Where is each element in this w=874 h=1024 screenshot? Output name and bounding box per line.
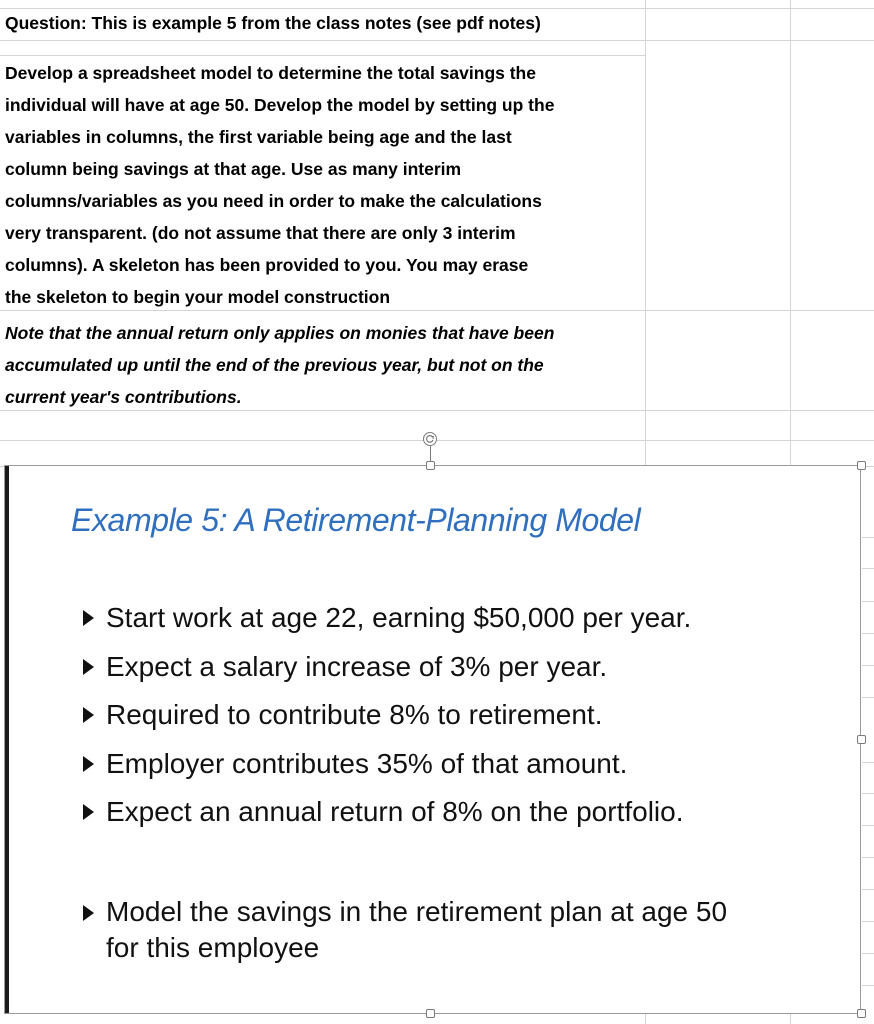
triangle-bullet-icon bbox=[83, 659, 94, 675]
bullet-text: Expect an annual return of 8% on the portfolio. bbox=[106, 796, 684, 827]
question-cell[interactable] bbox=[5, 12, 645, 34]
bullet-text: Required to contribute 8% to retirement. bbox=[106, 699, 603, 730]
slide-final-bullet bbox=[83, 894, 846, 966]
instructions-line: columns/variables as you need in order to make the calculations bbox=[5, 191, 542, 211]
instructions-cell[interactable] bbox=[5, 57, 645, 313]
triangle-bullet-icon bbox=[83, 756, 94, 772]
row-divider bbox=[862, 568, 874, 569]
triangle-bullet-icon bbox=[83, 905, 94, 921]
row-divider bbox=[862, 793, 874, 794]
resize-handle-bottom-right[interactable] bbox=[857, 1009, 866, 1018]
triangle-bullet-icon bbox=[83, 707, 94, 723]
note-line: accumulated up until the end of the previous year, but not on the bbox=[5, 355, 544, 375]
embedded-slide-picture[interactable] bbox=[4, 465, 861, 1014]
bullet-text: Expect a salary increase of 3% per year. bbox=[106, 650, 608, 682]
instructions-line: columns). A skeleton has been provided to you. You may erase bbox=[5, 255, 529, 275]
final-bullet-line: for this employee bbox=[106, 932, 320, 963]
question-text: Question: This is example 5 from the class notes (see pdf notes) bbox=[5, 13, 541, 33]
resize-handle-top[interactable] bbox=[426, 461, 435, 470]
row-divider bbox=[0, 8, 874, 9]
slide-bullet bbox=[83, 740, 691, 789]
slide-bullet-list bbox=[83, 594, 691, 837]
instructions-line: individual will have at age 50. Develop the model by setting up the bbox=[5, 95, 555, 115]
slide-bullet bbox=[83, 788, 691, 837]
row-divider bbox=[862, 697, 874, 698]
bullet-text: Start work at age 22, earning $50,000 per year. bbox=[106, 602, 692, 633]
row-divider bbox=[862, 921, 874, 922]
row-divider bbox=[862, 889, 874, 890]
slide-bullet bbox=[83, 643, 691, 692]
row-divider bbox=[862, 825, 874, 826]
row-divider bbox=[862, 985, 874, 986]
slide-bullet bbox=[83, 594, 691, 643]
resize-handle-bottom[interactable] bbox=[426, 1009, 435, 1018]
row-divider bbox=[862, 857, 874, 858]
row-divider bbox=[862, 762, 874, 763]
instructions-line: very transparent. (do not assume that there are only 3 interim bbox=[5, 223, 516, 243]
instructions-line: column being savings at that age. Use as many interim bbox=[5, 159, 462, 179]
triangle-bullet-icon bbox=[83, 610, 94, 626]
row-divider bbox=[862, 953, 874, 954]
instructions-line: variables in columns, the first variable being age and the last bbox=[5, 127, 512, 147]
row-divider bbox=[0, 440, 874, 441]
resize-handle-right[interactable] bbox=[857, 735, 866, 744]
row-divider bbox=[862, 665, 874, 666]
instructions-line: the skeleton to begin your model construction bbox=[5, 287, 391, 307]
slide-bullet bbox=[83, 691, 691, 740]
bullet-text: Employer contributes 35% of that amount. bbox=[106, 747, 628, 779]
picture-left-border bbox=[5, 466, 9, 1013]
rotation-handle-stem bbox=[430, 446, 431, 462]
note-cell[interactable] bbox=[5, 317, 645, 413]
rotate-arrow-glyph bbox=[425, 434, 435, 444]
row-divider bbox=[862, 633, 874, 634]
triangle-bullet-icon bbox=[83, 804, 94, 820]
row-divider bbox=[862, 537, 874, 538]
final-bullet-line: Model the savings in the retirement plan at age 50 bbox=[106, 896, 728, 927]
instructions-line: Develop a spreadsheet model to determine the total savings the bbox=[5, 63, 536, 83]
resize-handle-top-right[interactable] bbox=[857, 461, 866, 470]
note-line: Note that the annual return only applies on monies that have been bbox=[5, 323, 555, 343]
rotate-icon[interactable] bbox=[423, 432, 437, 446]
row-divider bbox=[0, 40, 874, 41]
slide-title: Example 5: A Retirement-Planning Model bbox=[71, 502, 641, 538]
row-divider bbox=[862, 601, 874, 602]
note-line: current year's contributions. bbox=[5, 387, 242, 407]
row-divider bbox=[0, 55, 645, 56]
